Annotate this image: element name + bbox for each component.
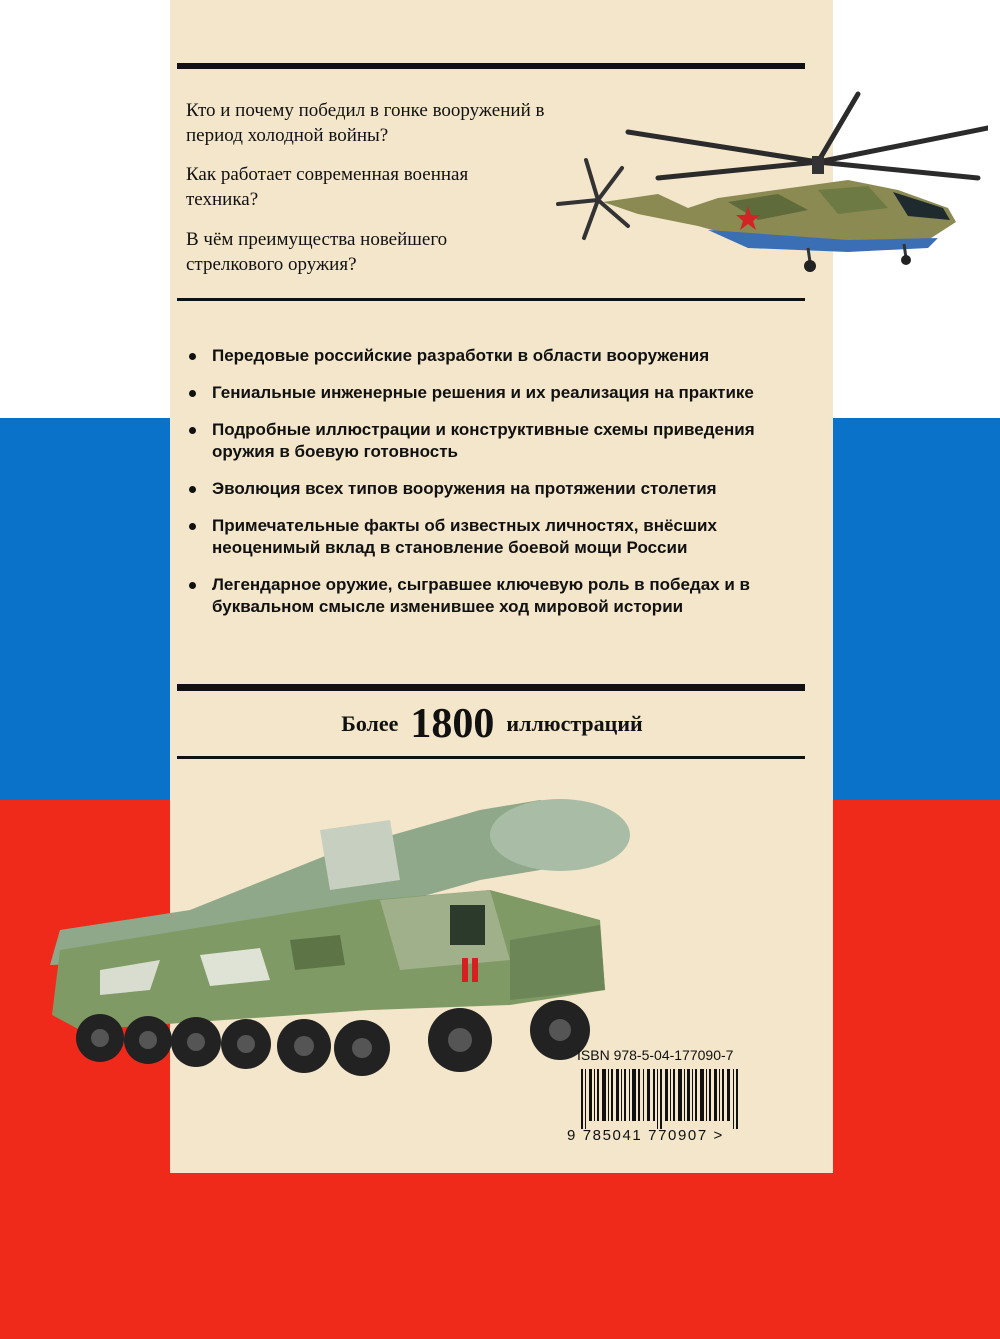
count-number: 1800 <box>410 701 495 747</box>
feature-item <box>186 515 816 559</box>
count-prefix: Более <box>341 711 399 736</box>
feature-item <box>186 574 816 618</box>
isbn-block <box>567 1047 767 1147</box>
bullet-dot-icon <box>189 582 196 589</box>
feature-text: Подробные иллюстрации и конструктивные схемы приведения оружия в боевую готовность <box>212 420 755 461</box>
feature-text: Примечательные факты об известных личностях, внёсших неоценимый вклад в становление боевой мощи России <box>212 516 717 557</box>
isbn-number: ISBN 978-5-04-177090-7 <box>577 1047 734 1063</box>
top-divider <box>177 63 805 69</box>
question-small-arms: В чём преимущества новейшего стрелкового оружия? <box>186 229 448 275</box>
middle-divider <box>177 298 805 301</box>
question-cold-war: Кто и почему победил в гонке вооружений в период холодной войны? <box>186 100 545 146</box>
feature-text: Легендарное оружие, сыгравшее ключевую роль в победах и в буквальном смысле изменившее ход мировой истории <box>212 575 750 616</box>
bullet-dot-icon <box>189 486 196 493</box>
feature-item <box>186 478 816 500</box>
bullet-dot-icon <box>189 390 196 397</box>
bullet-dot-icon <box>189 427 196 434</box>
count-bottom-divider <box>177 756 805 759</box>
feature-list <box>186 345 816 633</box>
question-modern-tech: Как работает современная военная техника? <box>186 164 469 210</box>
helicopter-illustration <box>548 90 988 290</box>
feature-item <box>186 419 816 463</box>
count-suffix: иллюстраций <box>506 711 643 736</box>
bullet-dot-icon <box>189 353 196 360</box>
feature-item <box>186 345 816 367</box>
bullet-dot-icon <box>189 523 196 530</box>
barcode-digits: 9 785041 770907 > <box>567 1127 724 1144</box>
illustrations-count <box>176 700 808 748</box>
feature-item <box>186 382 816 404</box>
count-top-divider <box>177 684 805 691</box>
barcode-icon <box>581 1069 741 1129</box>
feature-text: Гениальные инженерные решения и их реализация на практике <box>212 383 754 402</box>
feature-text: Эволюция всех типов вооружения на протяжении столетия <box>212 479 717 498</box>
feature-text: Передовые российские разработки в области вооружения <box>212 346 710 365</box>
missile-launcher-illustration <box>40 790 640 1080</box>
